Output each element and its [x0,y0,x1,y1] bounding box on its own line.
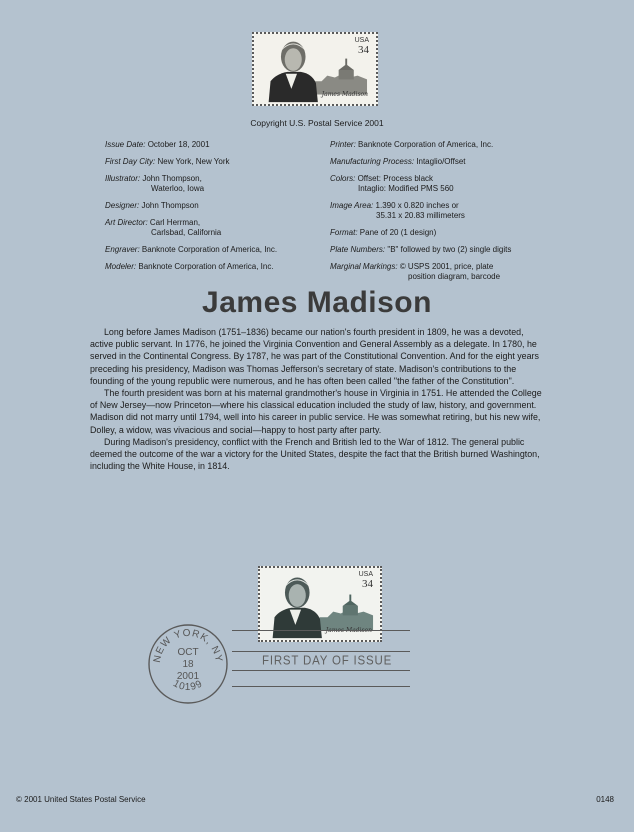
cancel-line [232,670,410,671]
fact-marginal-markings: Marginal Markings: © USPS 2001, price, plate position diagram, barcode [330,262,501,281]
page-title: James Madison [202,286,432,319]
stamp-signature: James Madison [321,91,368,98]
postmark [146,622,230,706]
postmark-zip: 10199 [171,678,205,693]
fact-art-director: Art Director: Carl Herrman, Carlsbad, California [105,218,222,237]
footer-code: 0148 [596,795,614,804]
postmark-city: NEW YORK, NY [151,627,225,664]
postmark-month: OCT [177,647,199,658]
fact-engraver: Engraver: Banknote Corporation of America, Inc. [105,245,278,254]
copyright-top: Copyright U.S. Postal Service 2001 [250,118,384,128]
fact-illustrator: Illustrator: John Thompson, Waterloo, Iowa [105,174,205,193]
fact-first-day-city: First Day City: New York, New York [105,157,230,166]
cancel-line [232,651,410,652]
fact-image-area: Image Area: 1.390 x 0.820 inches or 35.31 x 20.83 millimeters [330,201,465,220]
fact-designer: Designer: John Thompson [105,201,199,210]
fact-modeler: Modeler: Banknote Corporation of America, Inc. [105,262,274,271]
facts-left-column [105,140,310,279]
facts-right-column [330,140,555,289]
body-paragraph: Long before James Madison (1751–1836) became our nation's fourth president in 1809, he was a devoted, active public servant. In 1776, he joined the Virginia Convention and General Assembly as a delegate. In 1780, he served in the Continental Congress. By 1787, he was part of the Constitutional Convention. And for the eight years preceding his presidency, Madison was Thomas Jefferson's secretary of state. Madison's contributions to the founding of the young republic were numerous, and he has often been called "the father of the Constitution". [90,327,539,386]
postmark-day: 18 [182,659,194,670]
stamp-signature: James Madison [325,627,372,634]
fact-format: Format: Pane of 20 (1 design) [330,228,437,237]
body-paragraph: The fourth president was born at his maternal grandmother's house in Virginia in 1751. He attended the College of New Jersey—now Princeton—where his classical education included the study of law, history, and government. Madison did not marry until 1794, well into his career in public service. He was somewhat retiring, but his new wife, Dolley, a widow, was vivacious and social—happy to host party after party. [90,388,542,435]
stamp-denomination: USA 34 [358,571,373,590]
body-paragraph: During Madison's presidency, conflict with the French and British led to the War of 1812. The general public deemed the outcome of the war a victory for the United States, despite the fact that the British burned Washington, including the White House, in 1814. [90,436,540,472]
fact-issue-date: Issue Date: October 18, 2001 [105,140,210,149]
postmark-year: 2001 [176,671,200,682]
stamp-denomination: USA 34 [354,37,369,56]
fact-colors: Colors: Offset: Process black Intaglio: Modified PMS 560 [330,174,454,193]
fact-printer: Printer: Banknote Corporation of America, Inc. [330,140,494,149]
stamp-top-image [252,32,378,106]
footer-copyright: © 2001 United States Postal Service [16,795,146,804]
fact-manufacturing-process: Manufacturing Process: Intaglio/Offset [330,157,466,166]
body-text [90,326,545,472]
cancel-line [232,630,410,631]
cancel-line [232,686,410,687]
fact-plate-numbers: Plate Numbers: "B" followed by two (2) single digits [330,245,512,254]
first-day-of-issue-label: FIRST DAY OF ISSUE [262,654,393,668]
